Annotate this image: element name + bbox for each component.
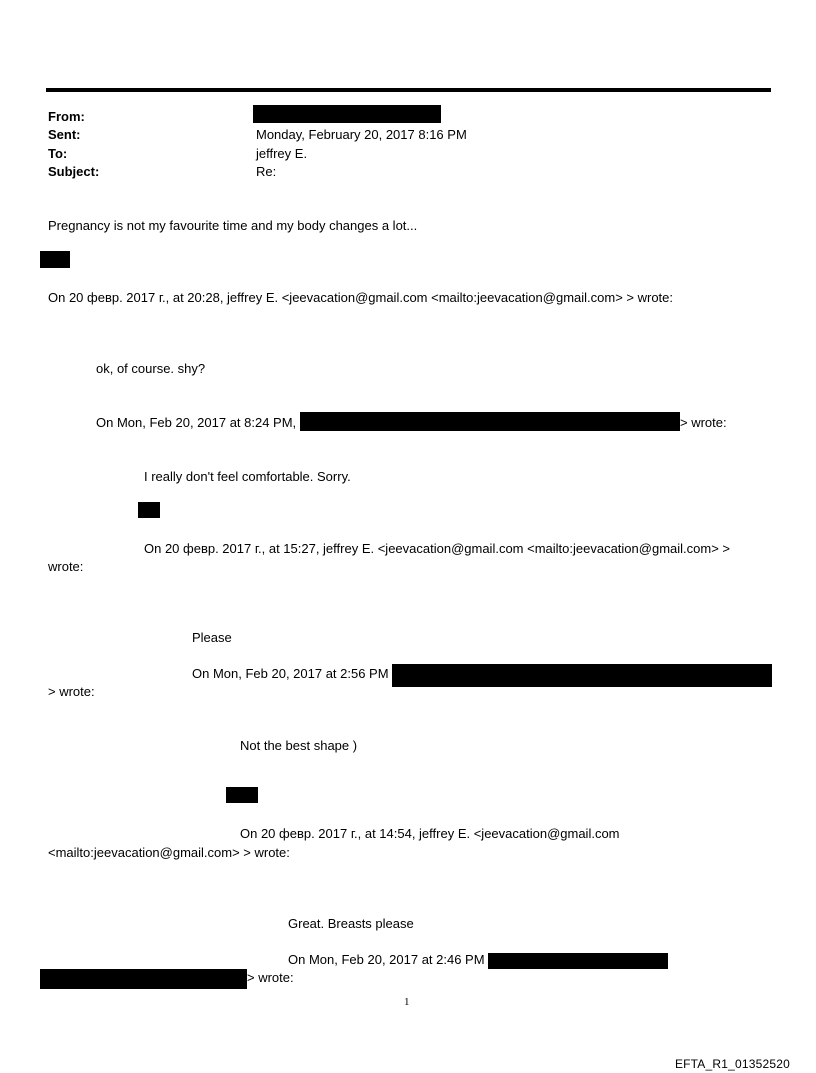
sent-value: Monday, February 20, 2017 8:16 PM [256, 127, 467, 142]
page-number: 1 [404, 996, 410, 1008]
sender-redaction-2 [300, 412, 680, 431]
quote-attribution-4-prefix: On Mon, Feb 20, 2017 at 2:56 PM [192, 666, 389, 681]
quote-attribution-4-line2: > wrote: [48, 684, 95, 699]
sender-redaction-6b [40, 969, 247, 989]
quote-attribution-5-line2: <mailto:jeevacation@gmail.com> > wrote: [48, 845, 290, 860]
quote-text-1: ok, of course. shy? [96, 361, 206, 376]
signature-redaction-4 [226, 787, 258, 803]
sender-redaction-6a [488, 953, 668, 969]
header-rule [46, 88, 771, 92]
quote-attribution-6-suffix: > wrote: [247, 970, 294, 985]
quote-attribution-2-prefix: On Mon, Feb 20, 2017 at 8:24 PM, [96, 415, 297, 430]
sender-redaction-4 [392, 664, 772, 687]
document-id: EFTA_R1_01352520 [674, 1057, 790, 1071]
quote-attribution-5-line1: On 20 февр. 2017 г., at 14:54, jeffrey E. <jeevacation@gmail.com [240, 826, 620, 841]
quote-attribution-6-prefix: On Mon, Feb 20, 2017 at 2:46 PM [288, 952, 485, 967]
quote-text-3: Please [192, 630, 232, 645]
quote-attribution-1: On 20 февр. 2017 г., at 20:28, jeffrey E. <jeevacation@gmail.com <mailto:jeevacation@gmail.com> > wrote: [48, 290, 674, 305]
quote-text-5: Great. Breasts please [288, 916, 414, 931]
quote-attribution-3-line2: wrote: [48, 559, 84, 574]
subject-value: Re: [256, 164, 277, 179]
quote-text-2: I really don't feel comfortable. Sorry. [144, 469, 351, 484]
signature-redaction [40, 251, 70, 268]
subject-label: Subject: [48, 164, 100, 179]
from-redaction [253, 105, 441, 123]
quote-attribution-3-line1: On 20 февр. 2017 г., at 15:27, jeffrey E. <jeevacation@gmail.com <mailto:jeevacation@gmail.com> > [144, 541, 730, 556]
to-value: jeffrey E. [256, 146, 308, 161]
to-label: To: [48, 146, 68, 161]
quote-text-4: Not the best shape ) [240, 738, 358, 753]
message-body-line: Pregnancy is not my favourite time and my body changes a lot... [48, 218, 418, 233]
sent-label: Sent: [48, 127, 81, 142]
from-label: From: [48, 109, 85, 124]
quote-attribution-2-suffix: > wrote: [680, 415, 727, 430]
signature-redaction-2 [138, 502, 160, 518]
